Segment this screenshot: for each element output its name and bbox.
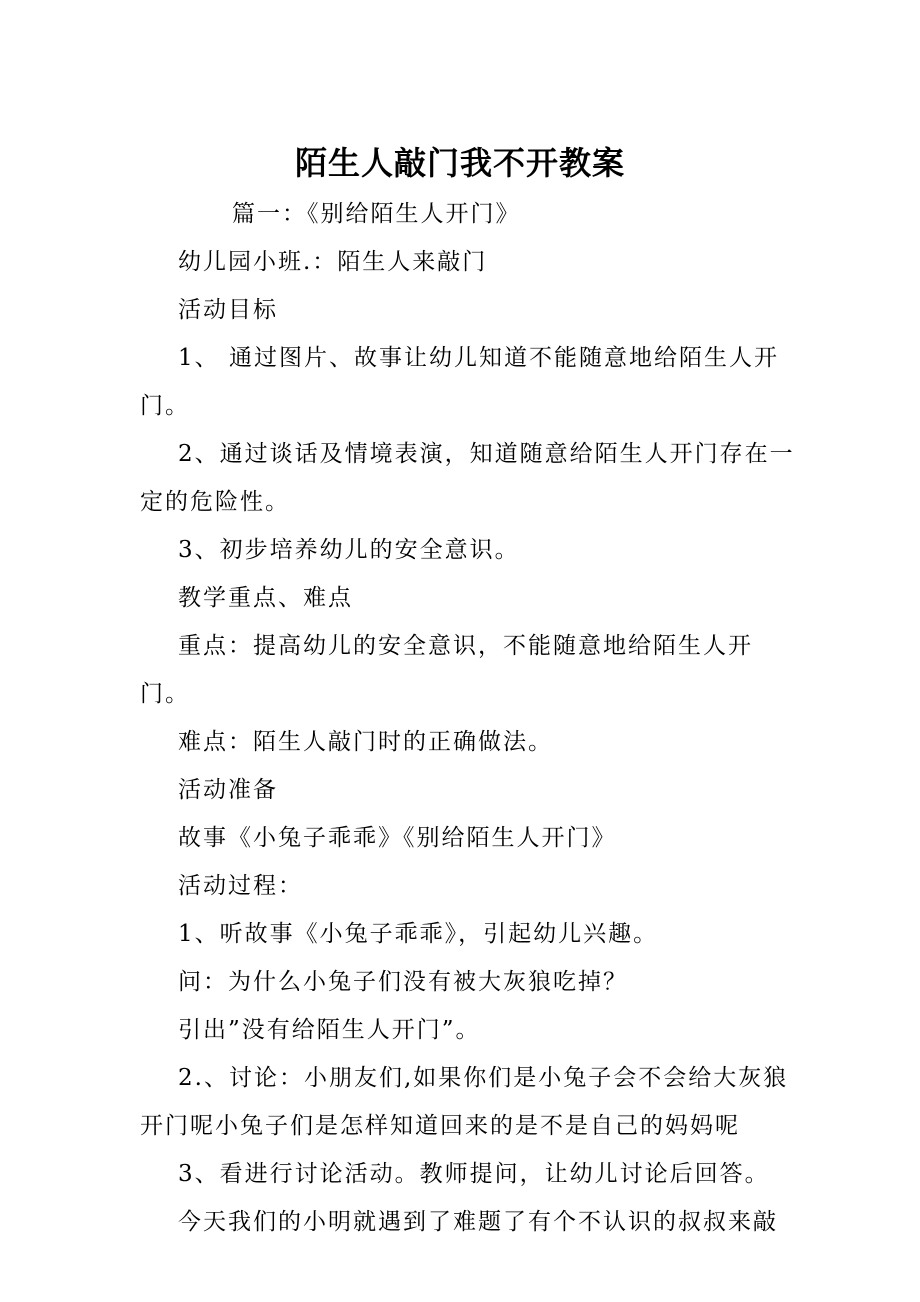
- paragraph: 问：为什么小兔子们没有被大灰狼吃掉？: [178, 969, 628, 995]
- paragraph: 幼儿园小班.：陌生人来敲门: [178, 249, 488, 275]
- paragraph: 活动过程：: [178, 873, 303, 899]
- paragraph: 今天我们的小明就遇到了难题了有个不认识的叔叔来敲: [178, 1209, 778, 1235]
- section-heading: 篇一：《别给陌生人开门》: [232, 201, 521, 227]
- document-body: [140, 190, 800, 1246]
- paragraph: 1、 通过图片、故事让幼儿知道不能随意地给陌生人开门。: [140, 345, 779, 419]
- paragraph: 1、听故事《小兔子乖乖》，引起幼儿兴趣。: [178, 921, 659, 947]
- paragraph: 3、看进行讨论活动。教师提问，让幼儿讨论后回答。: [178, 1161, 770, 1187]
- paragraph: 活动目标: [178, 297, 278, 323]
- paragraph: 故事《小兔子乖乖》《别给陌生人开门》: [178, 825, 617, 851]
- paragraph: 3、初步培养幼儿的安全意识。: [178, 537, 520, 563]
- paragraph: 引出”没有给陌生人开门”。: [178, 1017, 481, 1043]
- paragraph: 2.、讨论：小朋友们,如果你们是小兔子会不会给大灰狼开门呢小兔子们是怎样知道回来的是不是自己的妈妈呢: [140, 1065, 789, 1139]
- document-title: 陌生人敲门我不开教案: [294, 144, 625, 183]
- paragraph: 重点：提高幼儿的安全意识，不能随意地给陌生人开门。: [140, 633, 753, 707]
- paragraph: 2、通过谈话及情境表演，知道随意给陌生人开门存在一定的危险性。: [140, 441, 795, 515]
- paragraph: 教学重点、难点: [178, 585, 353, 611]
- paragraph: 活动准备: [178, 777, 278, 803]
- paragraph: 难点：陌生人敲门时的正确做法。: [178, 729, 553, 755]
